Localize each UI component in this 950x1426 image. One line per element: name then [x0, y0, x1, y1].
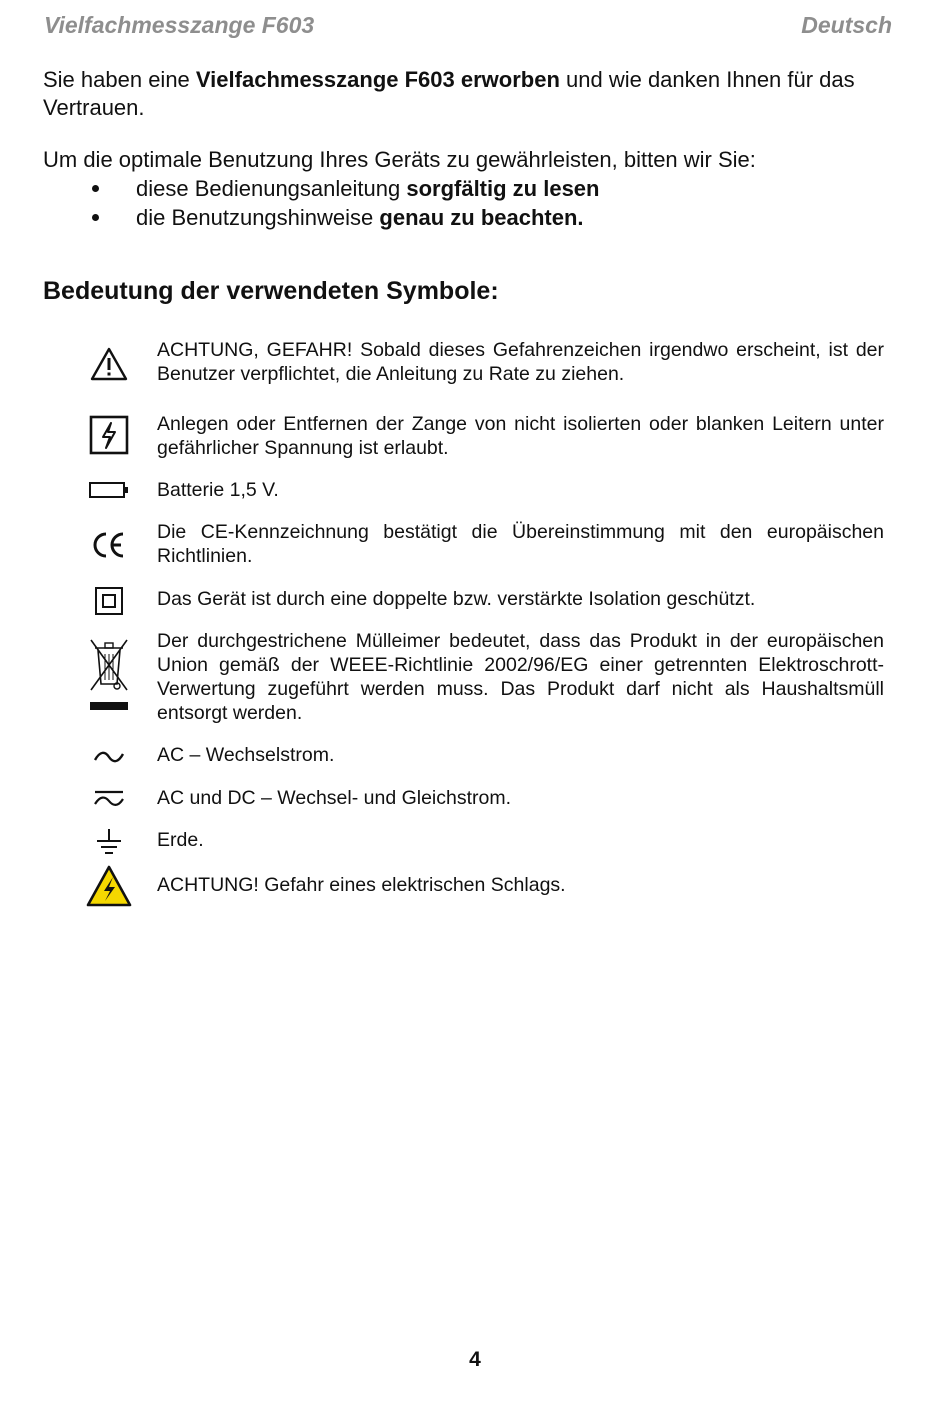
bullet-icon	[92, 185, 99, 192]
intro-text-end: und wie danken Ihnen für das Vertrauen.	[43, 67, 855, 120]
intro-product-name: Vielfachmesszange F603 erworben	[195, 67, 560, 92]
symbol-description: Das Gerät ist durch eine doppelte bzw. verstärkte Isolation geschützt.	[157, 588, 756, 610]
symbol-description: Anlegen oder Entfernen der Zange von nicht isolierten oder blanken Leitern unter gefährlicher Spannung ist erlaubt.	[157, 413, 884, 459]
symbol-description: Der durchgestrichene Mülleimer bedeutet, dass das Produkt in der europäischen Union gemäß der WEEE-Richtlinie 2002/96/EG einer getrennten Elektroschrott-Verwertung zugeführt werden muss. Das Produkt darf nicht als Haushaltsmüll entsorgt werden.	[157, 630, 884, 724]
page-number: 4	[469, 1348, 481, 1371]
section-title: Bedeutung der verwendeten Symbole:	[43, 277, 499, 305]
intro-paragraph	[43, 66, 913, 122]
symbol-description: Erde.	[157, 829, 204, 851]
request-paragraph: Um die optimale Benutzung Ihres Geräts zu gewährleisten, bitten wir Sie:	[43, 147, 756, 172]
request-list	[43, 174, 913, 232]
intro-text: Sie haben eine	[43, 67, 196, 92]
list-item	[43, 174, 913, 203]
symbol-description: ACHTUNG! Gefahr eines elektrischen Schlags.	[157, 874, 566, 896]
double-insulation-icon	[84, 586, 134, 616]
symbol-description: Die CE-Kennzeichnung bestätigt die Übereinstimmung mit den europäischen Richtlinien.	[157, 521, 884, 567]
ce-mark-icon	[84, 526, 134, 564]
electric-shock-icon	[84, 863, 134, 909]
list-item	[43, 203, 913, 232]
symbol-description: Batterie 1,5 V.	[157, 479, 279, 501]
ac-icon	[84, 747, 134, 767]
warning-triangle-icon	[84, 344, 134, 384]
intro-section	[43, 66, 913, 305]
symbol-description: ACHTUNG, GEFAHR! Sobald dieses Gefahrenzeichen irgendwo erscheint, ist der Benutzer verpflichtet, die Anleitung zu Rate zu ziehen.	[157, 339, 884, 385]
list-item-text: die Benutzungshinweise	[136, 205, 380, 230]
earth-ground-icon	[84, 826, 134, 858]
list-item-emphasis: sorgfältig zu lesen	[406, 176, 600, 201]
page-header	[44, 12, 892, 44]
ac-dc-icon	[84, 786, 134, 810]
symbol-description: AC – Wechselstrom.	[157, 744, 335, 766]
list-item-emphasis: genau zu beachten.	[379, 205, 584, 230]
symbol-description: AC und DC – Wechsel- und Gleichstrom.	[157, 787, 512, 809]
header-language: Deutsch	[801, 12, 892, 38]
live-conductor-icon	[84, 414, 134, 456]
list-item-text: diese Bedienungsanleitung	[136, 176, 407, 201]
header-title: Vielfachmesszange F603	[44, 12, 315, 38]
battery-icon	[84, 478, 134, 502]
bullet-icon	[92, 214, 99, 221]
crossed-bin-icon	[84, 633, 134, 713]
